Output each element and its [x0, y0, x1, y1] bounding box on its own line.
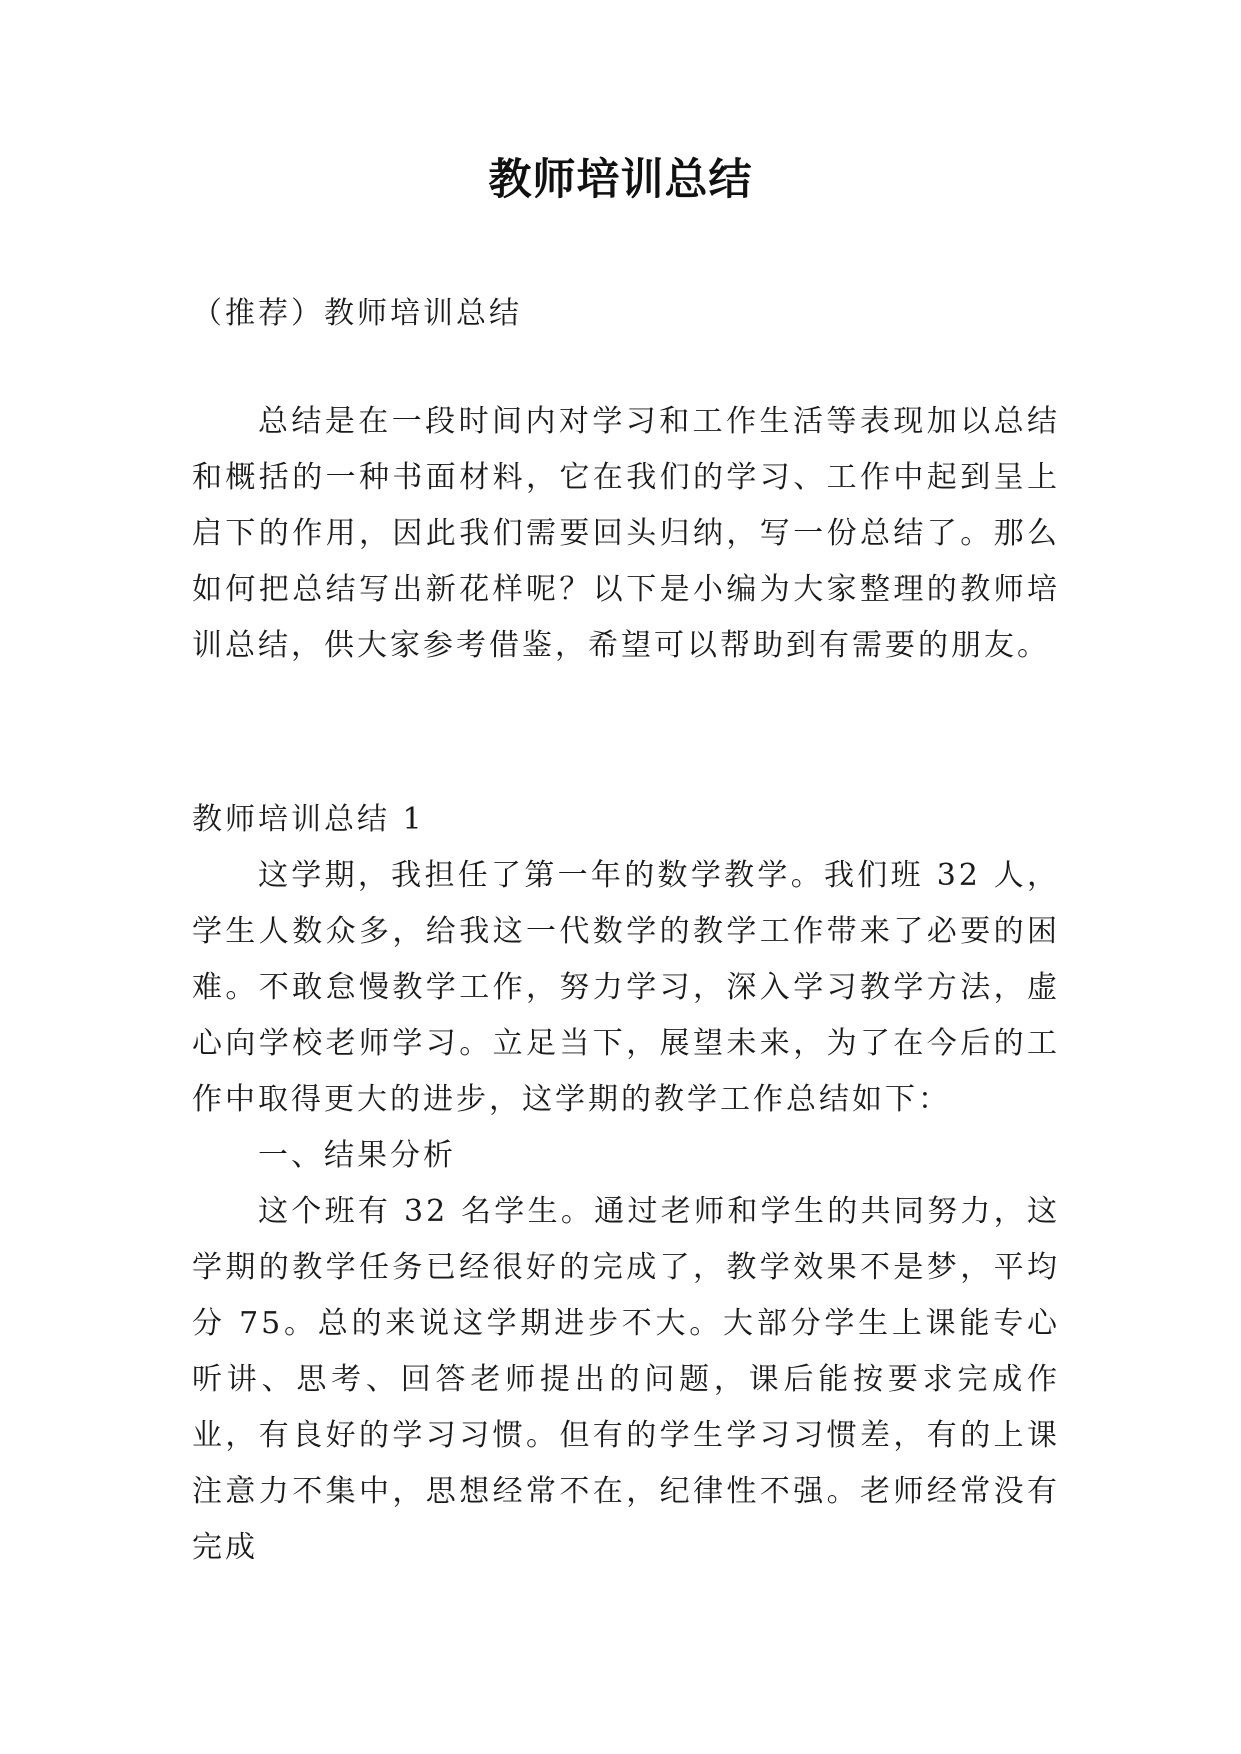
- intro-section: [192, 394, 1060, 674]
- document-title: 教师培训总结: [488, 155, 753, 205]
- document-subtitle: （推荐）教师培训总结: [192, 296, 522, 331]
- training-summary-section: [192, 792, 1060, 1576]
- intro-paragraph: 总结是在一段时间内对学习和工作生活等表现加以总结和概括的一种书面材料，它在我们的学习、工作中起到呈上启下的作用，因此我们需要回头归纳，写一份总结了。那么如何把总结写出新花样呢？以下是小编为大家整理的教师培训总结，供大家参考借鉴，希望可以帮助到有需要的朋友。: [192, 404, 1060, 663]
- section-heading: 教师培训总结 1: [192, 802, 425, 837]
- subheading-result-analysis: 一、结果分析: [258, 1138, 456, 1173]
- body-paragraph-1: 这学期，我担任了第一年的数学教学。我们班 32 人，学生人数众多，给我这一代数学的教学工作带来了必要的困难。不敢怠慢教学工作，努力学习，深入学习教学方法，虚心向学校老师学习。立足当下，展望未来，为了在今后的工作中取得更大的进步，这学期的教学工作总结如下：: [192, 858, 1060, 1117]
- body-paragraph-2: 这个班有 32 名学生。通过老师和学生的共同努力，这学期的教学任务已经很好的完成了，教学效果不是梦，平均分 75。总的来说这学期进步不大。大部分学生上课能专心听讲、思考、回答老师提出的问题，课后能按要求完成作业，有良好的学习习惯。但有的学生学习习惯差，有的上课注意力不集中，思想经常不在，纪律性不强。老师经常没有完成: [192, 1194, 1060, 1565]
